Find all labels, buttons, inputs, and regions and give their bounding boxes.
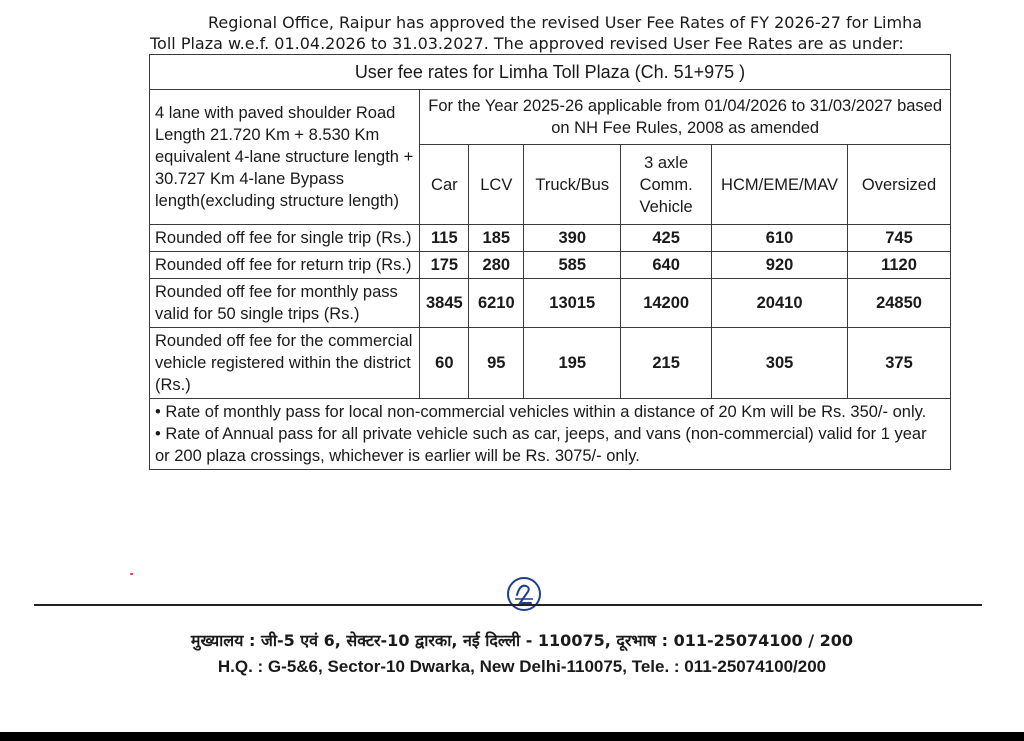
row-label: Rounded off fee for return trip (Rs.) <box>150 252 420 279</box>
note-annual-pass: • Rate of Annual pass for all private vehicle such as car, jeeps, and vans (non-commercial) valid for 1 year or 200 plaza crossings, whichever is earlier will be Rs. 3075/- only. <box>155 425 927 465</box>
footer-address <box>0 628 1024 680</box>
table-title: User fee rates for Limha Toll Plaza (Ch. 51+975 ) <box>150 55 951 90</box>
fee-cell: 585 <box>524 252 621 279</box>
emblem-icon <box>505 575 543 613</box>
scan-speck <box>130 573 133 575</box>
column-header: 3 axle Comm. Vehicle <box>621 145 712 225</box>
road-description: 4 lane with paved shoulder Road Length 21.720 Km + 8.530 Km equivalent 4-lane structure length + 30.727 Km 4-lane Bypass length(excluding structure length) <box>150 90 420 225</box>
row-label: Rounded off fee for single trip (Rs.) <box>150 225 420 252</box>
fee-cell: 95 <box>469 328 524 399</box>
fee-cell: 745 <box>848 225 951 252</box>
column-header: Oversized <box>848 145 951 225</box>
fee-cell: 280 <box>469 252 524 279</box>
column-header: Truck/Bus <box>524 145 621 225</box>
applicable-period: For the Year 2025-26 applicable from 01/04/2026 to 31/03/2027 based on NH Fee Rules, 2008 as amended <box>420 90 951 145</box>
column-header: Car <box>420 145 469 225</box>
fee-table <box>149 54 951 470</box>
fee-cell: 390 <box>524 225 621 252</box>
fee-cell: 3845 <box>420 279 469 328</box>
fee-cell: 610 <box>712 225 848 252</box>
fee-cell: 20410 <box>712 279 848 328</box>
row-label: Rounded off fee for monthly pass valid for 50 single trips (Rs.) <box>150 279 420 328</box>
scan-edge <box>0 732 1024 741</box>
fee-cell: 920 <box>712 252 848 279</box>
fee-cell: 24850 <box>848 279 951 328</box>
fee-cell: 14200 <box>621 279 712 328</box>
footer-divider <box>34 604 982 606</box>
fee-cell: 195 <box>524 328 621 399</box>
fee-cell: 1120 <box>848 252 951 279</box>
fee-cell: 215 <box>621 328 712 399</box>
fee-cell: 6210 <box>469 279 524 328</box>
hq-address-english: H.Q. : G-5&6, Sector-10 Dwarka, New Delhi-110075, Tele. : 011-25074100/200 <box>217 657 827 676</box>
column-header: HCM/EME/MAV <box>712 145 848 225</box>
table-row <box>150 252 951 279</box>
column-header: LCV <box>469 145 524 225</box>
fee-cell: 185 <box>469 225 524 252</box>
row-label: Rounded off fee for the commercial vehicle registered within the district (Rs.) <box>150 328 420 399</box>
table-row <box>150 279 951 328</box>
fee-cell: 60 <box>420 328 469 399</box>
table-row <box>150 328 951 399</box>
fee-cell: 640 <box>621 252 712 279</box>
note-monthly-pass: • Rate of monthly pass for local non-commercial vehicles within a distance of 20 Km will be Rs. 350/- only. <box>155 403 927 421</box>
intro-line-1: Regional Office, Raipur has approved the revised User Fee Rates of FY 2026-27 for Limha <box>208 13 923 32</box>
table-row <box>150 225 951 252</box>
fee-cell: 305 <box>712 328 848 399</box>
intro-paragraph <box>150 12 950 54</box>
fee-cell: 115 <box>420 225 469 252</box>
hq-address-hindi: मुख्यालय : जी-5 एवं 6, सेक्टर-10 द्वारका, नई दिल्ली - 110075, दूरभाष : 011-25074100 / 200 <box>190 631 854 650</box>
fee-cell: 175 <box>420 252 469 279</box>
fee-cell: 425 <box>621 225 712 252</box>
fee-cell: 375 <box>848 328 951 399</box>
intro-line-2: Toll Plaza w.e.f. 01.04.2026 to 31.03.2027. The approved revised User Fee Rates are as under: <box>150 34 904 53</box>
notes-cell <box>150 399 951 470</box>
fee-cell: 13015 <box>524 279 621 328</box>
